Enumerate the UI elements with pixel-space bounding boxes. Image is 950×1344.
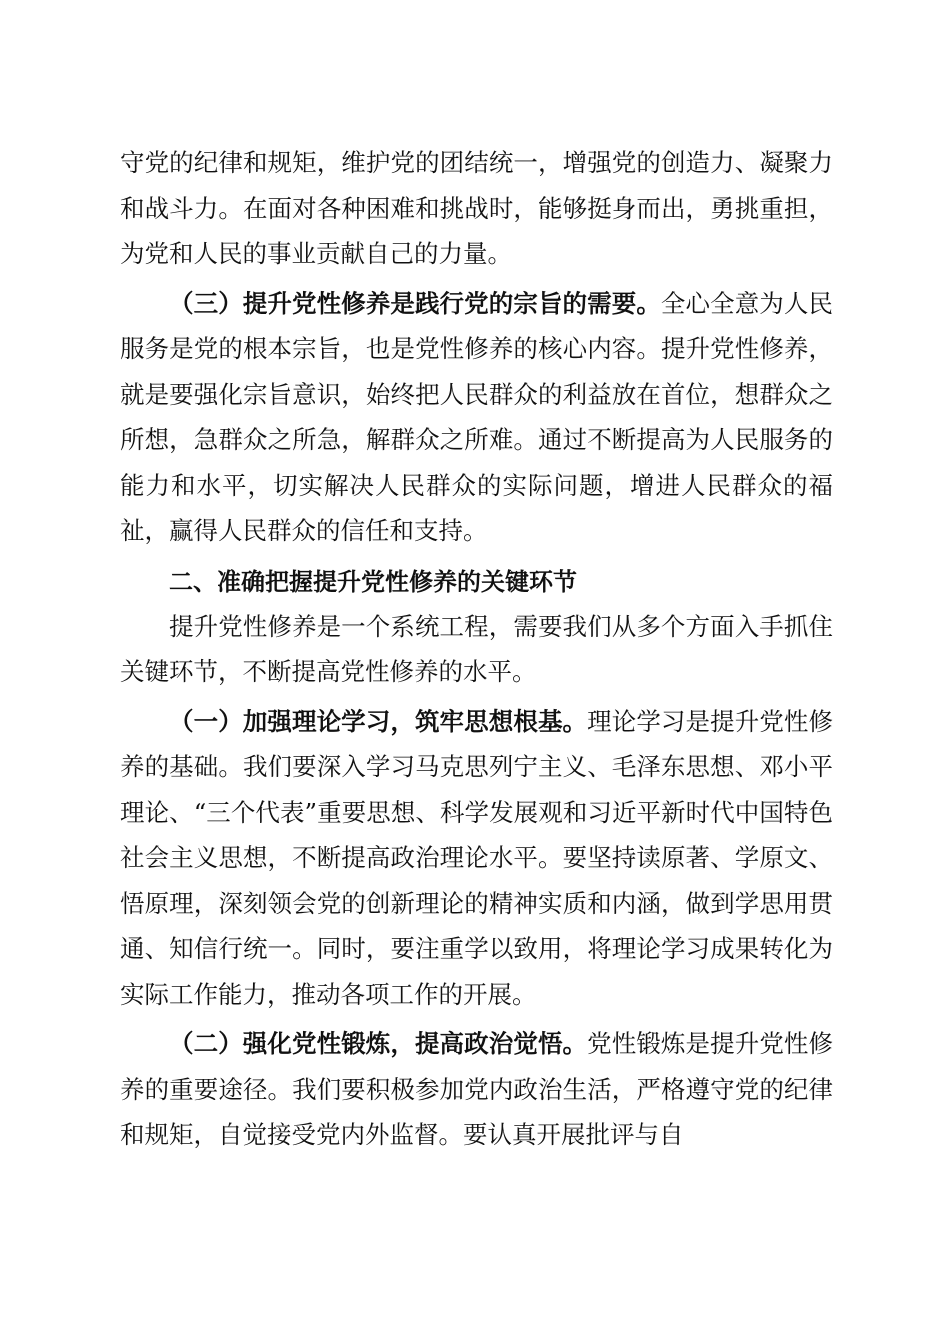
paragraph-continuation: 守党的纪律和规矩，维护党的团结统一，增强党的创造力、凝聚力和战斗力。在面对各种困难和挑战时，能够挺身而出，勇挑重担，为党和人民的事业贡献自己的力量。 (120, 148, 833, 268)
section-heading-2: 二、准确把握提升党性修养的关键环节 (169, 567, 577, 596)
paragraph-section-3 (120, 281, 833, 554)
section-3-body: 全心全意为人民服务是党的根本宗旨，也是党性修养的核心内容。提升党性修养，就是要强化宗旨意识，始终把人民群众的利益放在首位，想群众之所想，急群众之所急，解群众之所难。通过不断提高为人民服务的能力和水平，切实解决人民群众的实际问题，增进人民群众的福祉，赢得人民群众的信任和支持。 (120, 288, 833, 545)
document-page (120, 140, 833, 1158)
subsection-1-body: 理论学习是提升党性修养的基础。我们要深入学习马克思列宁主义、毛泽东思想、邓小平理论、“三个代表”重要思想、科学发展观和习近平新时代中国特色社会主义思想，不断提高政治理论水平。要坚持读原著、学原文、悟原理，深刻领会党的创新理论的精神实质和内涵，做到学思用贯通、知信行统一。同时，要注重学以致用，将理论学习成果转化为实际工作能力，推动各项工作的开展。 (120, 706, 834, 1009)
section-3-lead: （三）提升党性修养是践行党的宗旨的需要。 (169, 288, 661, 318)
paragraph-intro: 提升党性修养是一个系统工程，需要我们从多个方面入手抓住关键环节，不断提高党性修养的水平。 (120, 611, 833, 686)
subsection-2-lead: （二）强化党性锻炼，提高政治觉悟。 (169, 1029, 588, 1058)
paragraph-subsection-2 (120, 1021, 833, 1158)
paragraph-subsection-1 (120, 699, 833, 1018)
subsection-1-lead: （一）加强理论学习，筑牢思想根基。 (169, 706, 588, 736)
subsection-2-body: 党性锻炼是提升党性修养的重要途径。我们要积极参加党内政治生活，严格遵守党的纪律和规矩，自觉接受党内外监督。要认真开展批评与自 (120, 1029, 834, 1149)
